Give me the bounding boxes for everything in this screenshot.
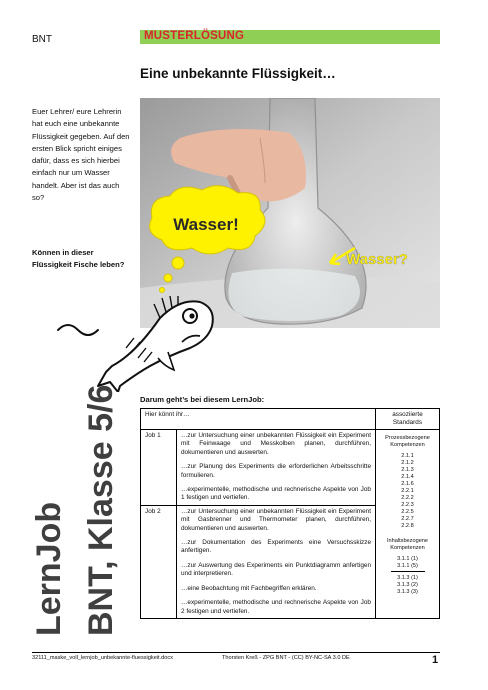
flask-label-text: Wasser?	[346, 251, 408, 268]
standard-code: 2.2.7	[401, 516, 414, 522]
task-item: …eine Beobachtung mit Fachbegriffen erklären.	[181, 584, 317, 592]
job-tasks	[177, 430, 376, 506]
standard-code: 2.2.1	[401, 488, 414, 494]
intro-text: Euer Lehrer/ eure Lehrerin hat euch eine unbekannte Flüssigkeit gegeben. Auf den ersten Blick spricht einiges dafür, dass es sich hierbei einfach nur um Wasser handelt. Aber ist das auch so?	[32, 107, 130, 203]
task-item: …experimentelle, methodische und rechnerische Aspekte von Job 1 festigen und vertiefen.	[181, 486, 371, 502]
standard-code: 2.1.1	[401, 453, 414, 459]
flask-photo	[140, 98, 440, 328]
sidebar-line-2: BNT, Klasse 5/6	[82, 384, 120, 636]
page-number: 1	[432, 654, 439, 666]
footer-divider	[32, 652, 440, 653]
standard-code: 2.2.3	[401, 502, 414, 508]
sidebar-line-1: LernJob	[30, 501, 68, 636]
standard-code: 2.1.4	[401, 474, 414, 480]
competency-table	[140, 408, 440, 619]
intro-question: Können in dieser Flüssigkeit Fische leben?	[32, 248, 125, 270]
task-item: …zur Untersuchung einer unbekannten Flüssigkeit ein Experiment mit Gasbrenner und Thermometer planen, durchführen, dokumentieren und auswerten.	[181, 507, 371, 532]
subject-label: BNT	[32, 34, 52, 45]
task-item: …zur Planung des Experiments die erforderlichen Arbeitsschritte formulieren.	[181, 463, 371, 479]
standards-group-label: Inhaltsbezogene Kompetenzen	[386, 538, 429, 551]
job-tasks	[177, 505, 376, 618]
standard-code: 3.1.1 (5)	[397, 563, 418, 569]
standard-code: 3.1.1 (1)	[397, 556, 418, 562]
solution-banner-text: MUSTERLÖSUNG	[144, 30, 245, 42]
standard-code: 3.1.3 (1)	[397, 575, 418, 581]
footer-filename: 32111_maske_voll_lernjob_unbekannte-fluessigkeit.docx	[32, 655, 173, 661]
standard-code: 2.1.3	[401, 467, 414, 473]
standard-code: 2.2.2	[401, 495, 414, 501]
solution-banner	[140, 30, 440, 44]
task-item: …zur Auswertung des Experiments ein Punktdiagramm anfertigen und interpretieren.	[181, 561, 371, 578]
standards-group-label: Prozessbezogene Kompetenzen	[385, 435, 430, 448]
standard-code: 2.1.6	[401, 481, 414, 487]
standards-cell	[376, 430, 440, 619]
table-header-row	[141, 409, 440, 430]
standard-code: 3.1.3 (2)	[397, 582, 418, 588]
sidebar-vertical-title	[14, 370, 124, 638]
job-label: Job 1	[141, 430, 177, 506]
task-item: …zur Dokumentation des Experiments eine Versuchsskizze anfertigen.	[181, 539, 371, 555]
page-title: Eine unbekannte Flüssigkeit…	[140, 66, 336, 81]
table-header-right: assoziierte Standards	[376, 409, 440, 430]
standard-code: 2.1.2	[401, 460, 414, 466]
job-label: Job 2	[141, 505, 177, 618]
task-item: …zur Untersuchung einer unbekannten Flüssigkeit ein Experiment mit Feinwaage und Messkolben planen, durchführen, dokumentieren und auswerten.	[181, 432, 371, 456]
section-heading: Darum geht’s bei diesem LernJob:	[140, 395, 265, 404]
standard-code: 3.1.3 (3)	[397, 589, 418, 595]
table-header-left: Hier könnt ihr…	[141, 409, 376, 430]
standard-code: 2.2.5	[401, 509, 414, 515]
standard-code: 2.2.8	[401, 523, 414, 529]
table-row-job1	[141, 430, 440, 506]
bubble-text: Wasser!	[173, 215, 239, 234]
task-item: …experimentelle, methodische und rechnerische Aspekte von Job 2 festigen und vertiefen.	[181, 599, 371, 615]
footer-credit: Thorsten Kreß - ZPG BNT - (CC) BY-NC-SA 3.0 DE	[222, 655, 350, 661]
